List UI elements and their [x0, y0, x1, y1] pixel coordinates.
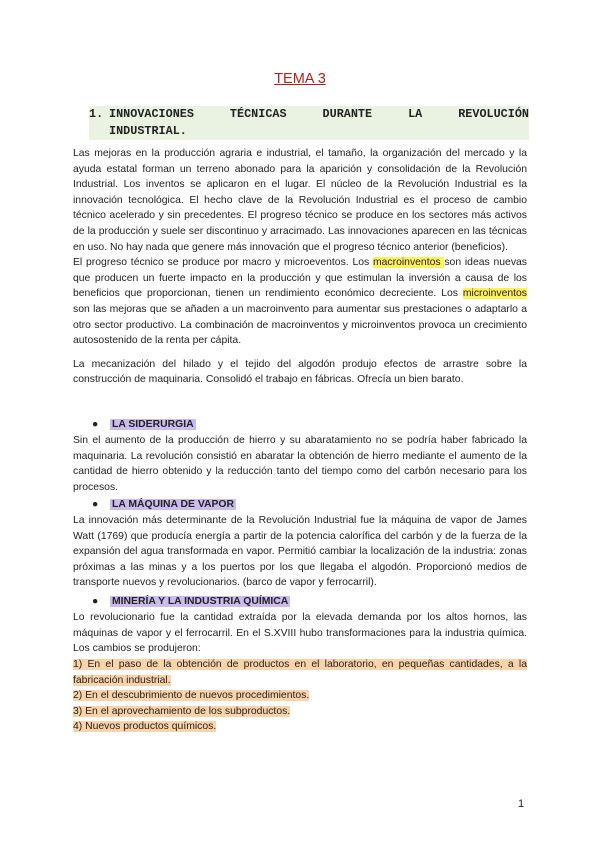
heading-word: INNOVACIONES: [109, 107, 194, 121]
siderurgia-paragraph: Sin el aumento de la producción de hierro y su abaratamiento no se podría haber fabricado la maquinaria. La revolución consistió en abaratar la obtención de hierro mediante el aumento de la cantidad de hierro obtenido y la reducción tanto del tiempo como del carbón necesario para los procesos.: [73, 435, 527, 493]
paragraph-2: [73, 255, 527, 349]
heading-line2: INDUSTRIAL.: [109, 124, 187, 138]
list-item-text: 2) En el descubrimiento de nuevos procedimientos.: [73, 690, 310, 702]
bullet-mineria: [92, 594, 290, 609]
list-item: [73, 719, 527, 735]
page-number: 1: [518, 798, 525, 810]
vapor-text: [73, 513, 527, 591]
list-item: [73, 657, 527, 688]
paragraph-3: La mecanización del hilado y el tejido del algodón produjo efectos de arrastre sobre la construcción de maquinaria. Consolidó el trabajo en fábricas. Ofrecía un bien barato.: [73, 358, 527, 386]
para2-c: son las mejoras que se añaden a un macroinvento para aumentar sus prestaciones o adaptarlo a otro sector productivo. La combinación de macroinventos y microinventos provoca un crecimiento autosostenido de la renta per cápita.: [73, 303, 527, 347]
bullet-vapor: [92, 497, 236, 512]
bullet-siderurgia: [92, 417, 196, 432]
heading-word: DURANTE: [322, 107, 373, 121]
list-item-text: 4) Nuevos productos químicos.: [73, 721, 217, 733]
section-label-vapor: LA MÁQUINA DE VAPOR: [112, 499, 234, 510]
section-label-siderurgia: LA SIDERURGIA: [112, 419, 194, 430]
heading-word: LA: [408, 107, 423, 121]
bullet-icon: ●: [92, 596, 99, 607]
heading-number: 1.: [89, 107, 104, 121]
mineria-text: [73, 610, 527, 657]
section-heading: [89, 106, 529, 140]
vapor-paragraph: La innovación más determinante de la Revolución Industrial fue la máquina de vapor de James Watt (1769) que producía energía a partir de la potencia calorífica del carbón y de la fuerza de la expansión del agua transformada en vapor. Permitió cambiar la localización de la industria: zonas próximas a las minas y a los puertos por los que llegaba el algodón. Proporcionó medios de transporte nuevos y revolucionarios. (barco de vapor y ferrocarril).: [73, 515, 527, 589]
bullet-icon: ●: [92, 419, 99, 430]
paragraph-1: Las mejoras en la producción agraria e industrial, el tamaño, la organización del mercado y la ayuda estatal forman un terreno abonado para la aparición y consolidación de la Revolución Industrial. Los inventos se aplicaron en el lugar. El núcleo de la Revolución Industrial es la innovación tecnológica. El hecho clave de la Revolución Industrial es el proceso de cambio técnico acelerado y sin precedentes. El progreso técnico se produce en los sectores más activos de la producción y suele ser discontinuo y arracimado. Las innovaciones aparecen en las técnicas en uso. No hay nada que genere más innovación que el progreso técnico anterior (beneficios).: [73, 148, 527, 253]
list-item: [73, 704, 527, 720]
microinventos-highlight: microinventos: [462, 288, 527, 300]
intro-text: [73, 146, 527, 388]
mineria-paragraph: Lo revolucionario fue la cantidad extraída por la elevada demanda por los altos hornos, las máquinas de vapor y el ferrocarril. En el S.XVIII hubo transformaciones para la industria química. Los cambios se produjeron:: [73, 612, 527, 655]
para2-b: son ideas nuevas que producen un fuerte impacto en la producción y que estimulan la inversión a causa de los beneficios que proporcionan, tienen un rendimiento económico decreciente. Los: [73, 257, 527, 300]
list-item-text: 1) En el paso de la obtención de productos en el laboratorio, en pequeñas cantidades, a la fabricación industrial.: [73, 659, 527, 686]
page-title: TEMA 3: [274, 71, 326, 87]
para2-a: El progreso técnico se produce por macro y microeventos. Los: [73, 257, 373, 269]
list-item-text: 3) En el aprovechamiento de los subproductos.: [73, 705, 291, 717]
siderurgia-text: [73, 433, 527, 495]
bullet-icon: ●: [92, 499, 99, 510]
list-item: [73, 688, 527, 704]
macroinventos-highlight: macroinventos: [372, 257, 445, 269]
changes-list: [73, 657, 527, 735]
heading-word: REVOLUCIÓN: [458, 107, 529, 121]
section-label-mineria: MINERÍA Y LA INDUSTRIA QUÍMICA: [112, 596, 289, 607]
heading-word: TÉCNICAS: [229, 107, 287, 121]
